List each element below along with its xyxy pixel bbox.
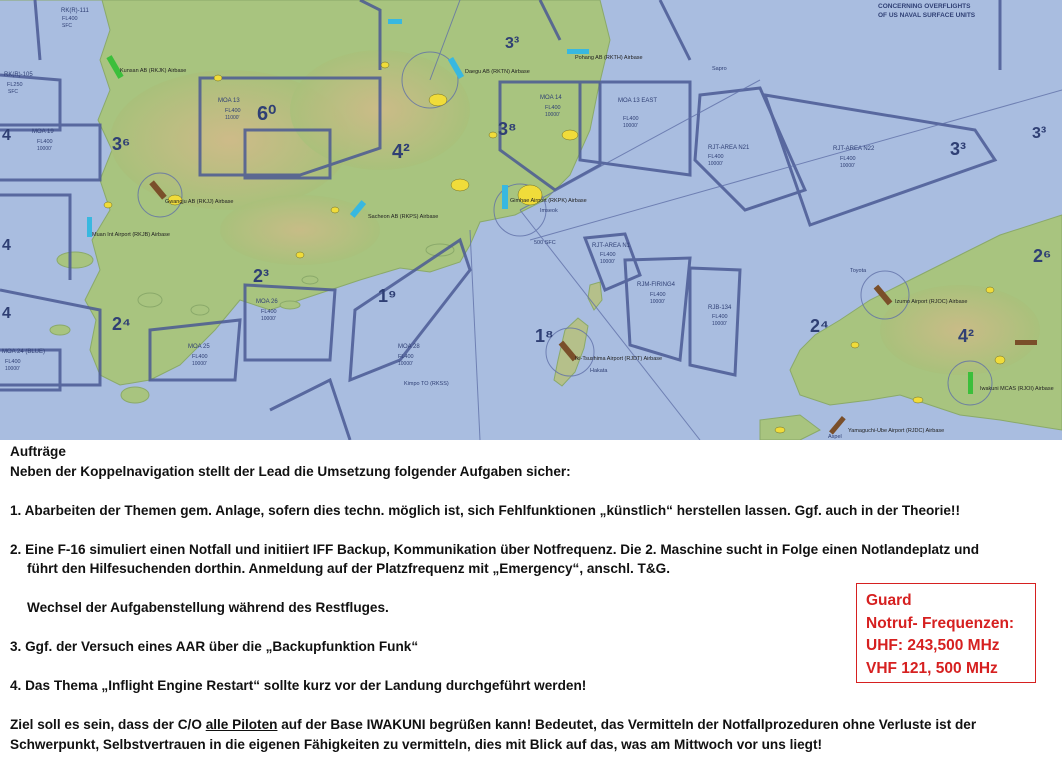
area-label: RJT-AREA N22 [833, 146, 875, 152]
svg-text:10000': 10000' [192, 361, 207, 367]
svg-text:10000': 10000' [37, 146, 52, 152]
svg-text:3³: 3³ [505, 35, 520, 52]
svg-text:3⁸: 3⁸ [498, 119, 517, 139]
svg-text:SFC: SFC [62, 23, 72, 29]
svg-text:10000': 10000' [623, 123, 638, 129]
svg-text:FL400: FL400 [840, 156, 856, 162]
area-label: RJM-FIRING4 [637, 282, 675, 288]
svg-text:2⁴: 2⁴ [112, 314, 131, 334]
svg-text:SFC: SFC [8, 89, 18, 95]
goal-line-2: Schwerpunkt, Selbstvertrauen in die eigenen Fähigkeiten zu vermitteln, dies mit Blick auf das, was am Mittwoch vor uns liegt! [10, 736, 823, 752]
guard-uhf: UHF: 243,500 MHz [866, 637, 1000, 654]
tasks-heading: Aufträge [10, 444, 66, 459]
task-item-3: 3. Ggf. der Versuch eines AAR über die „Backupfunktion Funk“ [10, 639, 419, 654]
area-label: MOA 13 EAST [618, 98, 658, 104]
svg-text:10000': 10000' [712, 321, 727, 327]
svg-text:CONCERNING OVERFLIGHTS: CONCERNING OVERFLIGHTS [878, 3, 971, 10]
svg-text:2⁴: 2⁴ [810, 316, 829, 336]
guard-frequency-box [856, 583, 1036, 683]
svg-text:4²: 4² [958, 326, 975, 346]
area-label: RJB-134 [708, 305, 732, 311]
svg-text:Izumo Airport (RJOC) Airbase: Izumo Airport (RJOC) Airbase [895, 299, 968, 305]
svg-text:3³: 3³ [950, 139, 967, 159]
svg-text:Sapro: Sapro [712, 66, 727, 72]
svg-text:10000': 10000' [398, 361, 413, 367]
task-item-2-continued: führt den Hilfesuchenden dorthin. Anmeldung auf der Platzfrequenz mit „Emergency“, anschl. T&G. [27, 561, 671, 576]
guard-title: Guard [866, 592, 912, 609]
svg-text:10000': 10000' [708, 161, 723, 167]
svg-text:2³: 2³ [253, 266, 270, 286]
svg-text:FL400: FL400 [708, 154, 724, 160]
svg-text:FL400: FL400 [623, 116, 639, 122]
area-label: RJT-AREA N21 [708, 145, 750, 151]
svg-text:Gimhae Airport (RKPK) Airbase: Gimhae Airport (RKPK) Airbase [510, 198, 587, 204]
aircraft-green-icon [968, 372, 973, 394]
area-label: MOA 25 [188, 344, 210, 350]
svg-text:4: 4 [2, 127, 11, 144]
goal-text-cont: auf der Base IWAKUNI begrüßen kann! Bedeutet, das Vermitteln der Notfallprozeduren ohne Verluste ist der [277, 717, 977, 732]
guard-vhf: VHF 121, 500 MHz [866, 659, 998, 677]
area-label: RJT-AREA N1 [592, 243, 631, 249]
area-label: MOA 26 [256, 299, 278, 305]
svg-text:3⁶: 3⁶ [112, 134, 131, 154]
svg-text:6⁰: 6⁰ [257, 103, 277, 125]
svg-text:10000': 10000' [5, 366, 20, 372]
aircraft-blue-icon [388, 19, 402, 24]
tasks-intro: Neben der Koppelnavigation stellt der Lead die Umsetzung folgender Aufgaben sicher: [10, 463, 571, 479]
svg-text:4: 4 [2, 305, 11, 322]
svg-text:FL400: FL400 [398, 354, 414, 360]
svg-text:FL400: FL400 [600, 252, 616, 258]
svg-text:10000': 10000' [545, 112, 560, 118]
svg-text:Iwakuni MCAS (RJOI) Airbase: Iwakuni MCAS (RJOI) Airbase [980, 386, 1054, 392]
svg-text:3³: 3³ [1032, 125, 1047, 142]
area-label: MOA 24 (BLUE) [2, 349, 46, 355]
svg-text:FL400: FL400 [545, 105, 561, 111]
svg-text:10000': 10000' [600, 259, 615, 265]
svg-text:FL400: FL400 [192, 354, 208, 360]
area-label: MOA 28 [398, 344, 420, 350]
aircraft-blue-icon [567, 49, 589, 54]
svg-text:FL400: FL400 [225, 108, 241, 114]
svg-text:FL400: FL400 [5, 359, 21, 365]
svg-text:Imseok: Imseok [540, 208, 558, 214]
svg-text:4²: 4² [392, 141, 410, 163]
task-change-note: Wechsel der Aufgabenstellung während des Restfluges. [27, 600, 389, 615]
svg-text:FL250: FL250 [7, 82, 23, 88]
svg-text:10000': 10000' [650, 299, 665, 305]
svg-text:4: 4 [2, 237, 11, 254]
svg-text:FL400: FL400 [712, 314, 728, 320]
svg-text:2⁶: 2⁶ [1033, 246, 1052, 266]
area-label: MOA 14 [540, 95, 562, 101]
goal-line-1 [10, 715, 1010, 735]
svg-text:10000': 10000' [261, 316, 276, 322]
svg-text:FL400: FL400 [650, 292, 666, 298]
svg-text:Aspel: Aspel [828, 434, 842, 440]
svg-text:1⁸: 1⁸ [535, 326, 554, 346]
svg-text:FL400: FL400 [62, 16, 78, 22]
svg-text:Hakata: Hakata [590, 368, 608, 374]
aircraft-brown-icon [1015, 340, 1037, 345]
svg-text:Iki-Tsushima Airport (RJDT) Ai: Iki-Tsushima Airport (RJDT) Airbase [575, 356, 663, 362]
svg-text:Pohang AB (RKTH) Airbase: Pohang AB (RKTH) Airbase [575, 55, 643, 61]
svg-text:11000': 11000' [225, 115, 240, 121]
task-item-1: 1. Abarbeiten der Themen gem. Anlage, sofern dies techn. möglich ist, sich Fehlfunktionen „künstlich“ herstellen lassen. Ggf. auch in der Theorie!! [10, 502, 960, 518]
area-label: MOA 13 [218, 98, 240, 104]
area-label: MOA 19 [32, 129, 54, 135]
goal-emphasis: alle Piloten [205, 717, 278, 732]
svg-text:Gwangju AB (RKJJ) Airbase: Gwangju AB (RKJJ) Airbase [165, 199, 234, 205]
task-item-2: 2. Eine F-16 simuliert einen Notfall und initiiert IFF Backup, Kommunikation über Notfrequenz. Die 2. Maschine sucht in Folge einen Notlandeplatz und [10, 541, 980, 557]
svg-text:Muan Int Airport (RKJB) Airbas: Muan Int Airport (RKJB) Airbase [92, 232, 170, 238]
svg-text:OF US NAVAL SURFACE UNITS: OF US NAVAL SURFACE UNITS [878, 12, 976, 19]
aircraft-blue-icon [502, 185, 508, 209]
svg-text:Toyota: Toyota [850, 268, 867, 274]
svg-text:10000': 10000' [840, 163, 855, 169]
svg-text:Daegu AB (RKTN) Airbase: Daegu AB (RKTN) Airbase [465, 69, 530, 75]
svg-text:Kunsan AB (RKJK) Airbase: Kunsan AB (RKJK) Airbase [120, 68, 187, 74]
goal-text: Ziel soll es sein, dass der C/O [10, 717, 206, 732]
svg-text:FL400: FL400 [261, 309, 277, 315]
svg-text:500 SFC: 500 SFC [534, 240, 556, 246]
svg-text:Sacheon AB (RKPS) Airbase: Sacheon AB (RKPS) Airbase [368, 214, 439, 220]
svg-text:Yamaguchi-Ube Airport (RJDC) A: Yamaguchi-Ube Airport (RJDC) Airbase [848, 428, 945, 434]
area-label: RK(R)-111 [61, 8, 89, 14]
svg-text:1⁹: 1⁹ [378, 286, 397, 306]
task-item-4: 4. Das Thema „Inflight Engine Restart“ sollte kurz vor der Landung durchgeführt werden! [10, 678, 587, 693]
svg-text:Kimpo TO (RKSS): Kimpo TO (RKSS) [404, 381, 449, 387]
guard-subtitle: Notruf- Frequenzen: [866, 614, 1015, 632]
svg-text:FL400: FL400 [37, 139, 53, 145]
area-label: RK(R)-105 [4, 72, 33, 78]
